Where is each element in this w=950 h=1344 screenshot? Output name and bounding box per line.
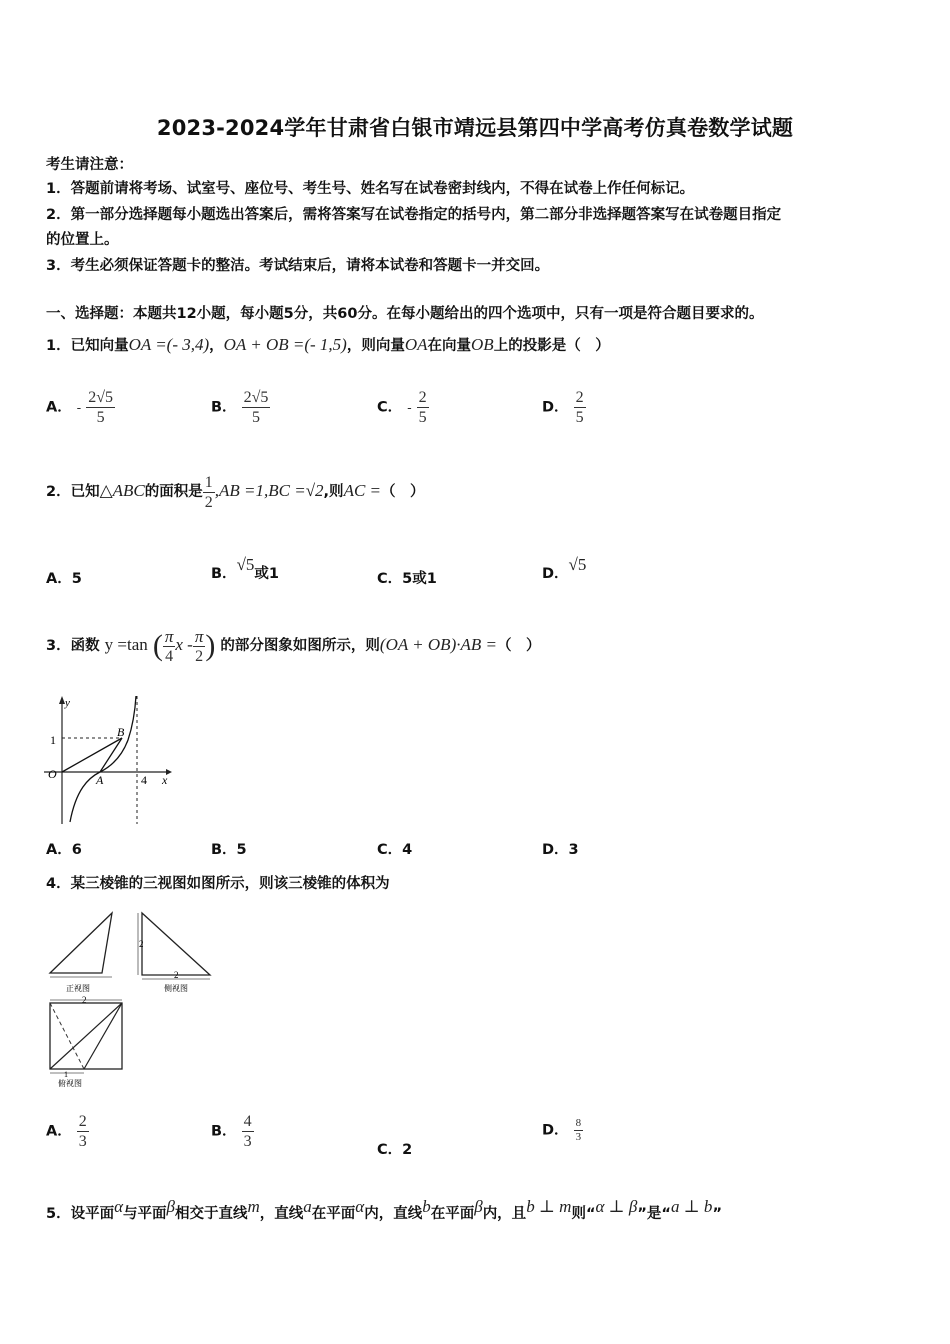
q4-top-two: 2: [82, 995, 87, 1005]
q2-option-d-label: D．: [542, 566, 569, 582]
q5-part-d: ，直线: [259, 1206, 304, 1222]
q2-half-num: 1: [204, 473, 213, 491]
q3-label-one: 1: [50, 733, 56, 747]
q3-label-four: 4: [141, 773, 147, 787]
q2-option-d-root: √5: [568, 555, 587, 574]
q3-segment-ob: [62, 738, 122, 772]
q3-two: 2: [195, 647, 204, 665]
q1-comma: ，: [209, 338, 224, 354]
q3-option-c[interactable]: C．4: [377, 842, 413, 858]
q1-expr2: OA + OB =(- 1,5): [223, 335, 347, 354]
q2-option-c[interactable]: C．5或1: [377, 571, 437, 587]
q2-end: （ ）: [381, 484, 425, 500]
q2-half-den: 2: [204, 493, 213, 511]
notice-item-2: 2．第一部分选择题每小题选出答案后，需将答案写在试卷指定的括号内，第二部分非选择题答案写在试卷题目指定: [46, 207, 782, 223]
q3-mid: 的部分图象如图所示，则: [220, 638, 380, 654]
q3-graph: [40, 690, 180, 830]
q4-option-b-num: 4: [243, 1113, 252, 1130]
q5-alpha-2: α: [355, 1197, 365, 1216]
q2-ac: AC =: [343, 481, 382, 500]
q3-option-d[interactable]: D．3: [542, 842, 579, 858]
q4-side-view: [142, 913, 210, 975]
q5-part-a: 5．设平面: [46, 1206, 115, 1222]
q5-part-g: 在平面: [430, 1206, 475, 1222]
q1-option-d-label: D．: [542, 399, 569, 416]
question-1: [46, 332, 610, 359]
q4-top-one: 1: [64, 1070, 68, 1079]
q5-part-h: 内，且: [482, 1206, 527, 1222]
q1-option-a-sign: -: [76, 399, 82, 415]
q4-option-a-den: 3: [78, 1133, 87, 1150]
q1-mid: ，则向量: [346, 338, 405, 354]
q3-right-paren: ): [205, 629, 216, 662]
q5-part-c: 相交于直线: [175, 1206, 248, 1222]
q1-v2: OB: [471, 335, 494, 354]
q1-option-b-num: 2√5: [243, 389, 269, 406]
q3-left-paren: (: [152, 629, 163, 662]
q4-option-d-num: 8: [575, 1117, 582, 1129]
q3-func: y =tan: [104, 635, 148, 654]
q4-option-a-label: A．: [46, 1123, 72, 1140]
q1-option-c-sign: -: [407, 399, 412, 415]
q2-option-b-root: √5: [236, 555, 255, 574]
q3-segment-ab: [100, 738, 122, 772]
q4-option-b-den: 3: [243, 1133, 252, 1150]
q1-option-c-label: C．: [377, 399, 403, 416]
q4-top-label: 俯视图: [58, 1079, 82, 1088]
q5-beta-2: β: [474, 1197, 483, 1216]
q3-label-a: A: [96, 773, 104, 787]
q1-option-a-num: 2√5: [88, 389, 113, 406]
q4-top-diagonal: [50, 1003, 122, 1069]
q1-option-a-den: 5: [96, 409, 105, 426]
q5-part-j: ”是“: [637, 1206, 671, 1222]
q1-option-a[interactable]: [46, 388, 115, 427]
q5-beta: β: [166, 1197, 175, 1216]
q3-x: x -: [175, 635, 193, 654]
q2-option-b[interactable]: [211, 555, 279, 583]
q4-option-b-label: B．: [211, 1123, 237, 1140]
q4-option-c[interactable]: C．2: [377, 1142, 413, 1158]
q4-option-d-den: 3: [575, 1131, 582, 1143]
q2-triangle: △ABC: [99, 481, 145, 500]
q1-option-d-den: 5: [575, 409, 584, 426]
q4-three-views: [44, 905, 219, 1090]
q5-part-e: 在平面: [311, 1206, 356, 1222]
q2-num: 2．已知: [46, 484, 100, 500]
q4-side-two-h: 2: [174, 970, 179, 980]
section-heading: 一、选择题：本题共12小题，每小题5分，共60分。在每小题给出的四个选项中，只有一项是符合题目要求的。: [46, 306, 764, 322]
q5-a-perp-b: a ⊥ b: [670, 1197, 713, 1216]
notice-heading: 考生请注意：: [46, 157, 133, 173]
q5-part-i: 则“: [571, 1206, 596, 1222]
q2-mid: 的面积是: [144, 484, 203, 500]
page-title: 2023-2024学年甘肃省白银市靖远县第四中学高考仿真卷数学试题: [156, 116, 794, 140]
question-4: 4．某三棱锥的三视图如图所示，则该三棱锥的体积为: [46, 876, 390, 892]
q5-part-b: 与平面: [123, 1206, 167, 1222]
q5-m: m: [247, 1197, 260, 1216]
q3-pi-2: π: [194, 626, 204, 646]
q3-four: 4: [165, 647, 174, 665]
q3-label-o: O: [48, 767, 57, 781]
q3-label-y: y: [65, 697, 70, 709]
q1-option-b-den: 5: [252, 409, 261, 426]
q1-expr1: OA =(- 3,4): [128, 335, 210, 354]
q5-line-a: a: [303, 1197, 312, 1216]
q4-front-view: [50, 913, 112, 973]
q1-v1: OA: [404, 335, 428, 354]
notice-item-2-cont: 的位置上。: [46, 232, 119, 248]
q1-option-c[interactable]: [377, 388, 429, 427]
question-3: [46, 622, 540, 669]
q4-front-label: 正视图: [66, 984, 90, 993]
q1-end: 上的投影是（ ）: [493, 338, 610, 354]
q1-num: 1．已知向量: [46, 338, 129, 354]
q4-option-b[interactable]: [211, 1112, 254, 1151]
q4-option-a-num: 2: [78, 1113, 87, 1130]
q1-option-c-den: 5: [418, 409, 427, 426]
q2-option-a[interactable]: A．5: [46, 571, 82, 587]
notice-item-1: 1．答题前请将考场、试室号、座位号、考生号、姓名写在试卷密封线内，不得在试卷上作任何标记。: [46, 181, 695, 197]
q1-mid2: 在向量: [427, 338, 472, 354]
q1-option-a-label: A．: [46, 399, 72, 416]
q4-option-d[interactable]: [542, 1117, 583, 1144]
q2-option-b-tail: 或1: [254, 566, 279, 582]
q5-line-b: b: [422, 1197, 431, 1216]
q4-option-d-label: D．: [542, 1122, 569, 1139]
q4-option-a[interactable]: [46, 1112, 89, 1151]
notice-item-3: 3．考生必须保证答题卡的整洁。考试结束后，请将本试卷和答题卡一并交回。: [46, 258, 550, 274]
q3-end: （ ）: [496, 638, 541, 654]
q4-top-edge: [84, 1003, 122, 1069]
q3-label-b: B: [117, 725, 125, 739]
q1-option-b-label: B．: [211, 399, 237, 416]
q5-alpha-perp-beta: α ⊥ β: [595, 1197, 638, 1216]
q2-condition: ,AB =1,BC =√2: [214, 481, 324, 500]
q2-option-d[interactable]: [542, 555, 587, 583]
q3-pi-1: π: [164, 626, 174, 646]
q1-option-d-num: 2: [575, 389, 584, 406]
q3-label-x: x: [162, 773, 168, 787]
q1-option-d[interactable]: [542, 388, 586, 427]
q4-side-label: 侧视图: [164, 984, 188, 993]
q3-option-a[interactable]: A．6: [46, 842, 82, 858]
q4-side-two-v: 2: [139, 939, 144, 949]
question-2: [46, 472, 425, 512]
q5-alpha: α: [114, 1197, 124, 1216]
q1-option-b[interactable]: [211, 388, 270, 427]
question-5: [46, 1197, 722, 1227]
q4-top-hidden: [50, 1003, 84, 1069]
q3-tan-curve: [70, 696, 136, 822]
q5-part-k: ”: [712, 1206, 722, 1222]
q2-then: ,则: [323, 484, 344, 500]
q1-option-c-num: 2: [418, 389, 427, 406]
q5-part-f: 内，直线: [364, 1206, 423, 1222]
q3-expr: (OA + OB)·AB =: [379, 635, 497, 654]
q3-num: 3．函数: [46, 638, 100, 654]
q3-option-b[interactable]: B．5: [211, 842, 247, 858]
q5-b-perp-m: b ⊥ m: [526, 1197, 572, 1216]
q2-option-b-label: B．: [211, 566, 237, 582]
